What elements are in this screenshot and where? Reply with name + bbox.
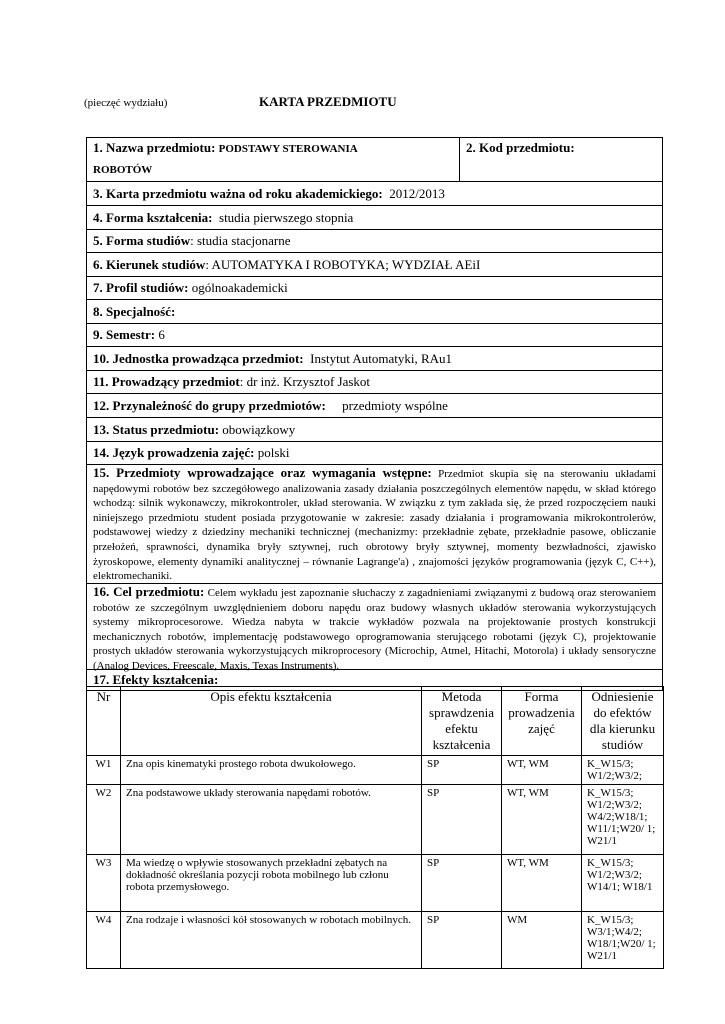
outcome-description: Zna podstawowe układy sterowania napędami robotów. <box>121 785 422 855</box>
outcome-description: Ma wiedzę o wpływie stosowanych przekładni zębatych na dokładność określania pozycji robota mobilnego lub członu robota przemysłowego. <box>121 855 422 912</box>
outcome-form: WM <box>502 912 582 969</box>
faculty-stamp-placeholder: (pieczęć wydziału) <box>84 97 168 109</box>
outcome-reference: K_W15/3; W1/2;W3/2; <box>582 756 664 785</box>
field-row-14 <box>86 442 663 465</box>
valid-from-label: 3. Karta przedmiotu ważna od roku akademickiego: <box>93 185 383 201</box>
outcome-nr: W4 <box>87 912 121 969</box>
outcome-method: SP <box>422 785 502 855</box>
outcome-method: SP <box>422 855 502 912</box>
course-name-value-1: PODSTAWY STEROWANIA <box>218 143 358 155</box>
field-row-4 <box>86 206 663 230</box>
outcome-method: SP <box>422 756 502 785</box>
language-value: polski <box>257 445 290 460</box>
field-row-12 <box>86 394 663 418</box>
lecturer-value: : dr inż. Krzysztof Jaskot <box>239 374 371 389</box>
header-reference: Odniesienie do efektów dla kierunku studiów <box>582 687 664 756</box>
field-row-10 <box>86 347 663 371</box>
course-group-label: 12. Przynależność do grupy przedmiotów: <box>93 397 326 413</box>
field-row-3 <box>86 182 663 206</box>
outcome-reference: K_W15/3; W3/1;W4/2; W18/1;W20/ 1; W21/1 <box>582 912 664 969</box>
course-group-value: przedmioty wspólne <box>342 397 448 413</box>
outcome-form: WT, WM <box>502 756 582 785</box>
outcome-form: WT, WM <box>502 785 582 855</box>
outcome-reference: K_W15/3; W1/2;W3/2; W4/2;W18/1; W11/1;W20/ 1; W21/1 <box>582 785 664 855</box>
course-code-label: 2. Kod przedmiotu: <box>466 140 575 155</box>
lecturer-label: 11. Prowadzący przedmiot <box>93 374 240 389</box>
document-title: KARTA PRZEDMIOTU <box>259 94 397 109</box>
course-card-form <box>86 137 663 691</box>
table-row <box>87 756 664 785</box>
prerequisites-text: Przedmiot skupia się na sterowaniu układami napędowymi robotów bez szczegółowego analizowania zasady działania poszczególnych elementów napędu, w skład którego wchodzą: silnik wykonawczy, mikrokontroler, układ sterowania. W związku z tym zakłada się, że przed rozpoczęciem nauki niniejszego przedmiotu student posiada przygotowanie w zakresie: zasady działania i programowania mikrokontrolerów, podstawowej wiedzy z dziedziny mechaniki technicznej (mechanizmy: przekładnie zębate, przekładnie pasowe, obliczanie przełożeń, sprawności, dynamika bryły sztywnej, ruch obrotowy bryły sztywnej, momenty bezwładności, zjawisko żyroskopowe, elementy dynamiki analitycznej – równanie Lagrange'a) , znajomości języków programowania (język C, C++), elektromechaniki. <box>93 468 656 583</box>
course-goal-label: 16. Cel przedmiotu: <box>93 584 205 599</box>
outcome-method: SP <box>422 912 502 969</box>
outcome-reference: K_W15/3; W1/2;W3/2; W14/1; W18/1 <box>582 855 664 912</box>
outcome-nr: W3 <box>87 855 121 912</box>
education-form-label: 4. Forma kształcenia: <box>93 209 213 225</box>
table-row <box>87 785 664 855</box>
field-row-16 <box>86 584 663 670</box>
field-row-6 <box>86 253 663 277</box>
field-row-7 <box>86 277 663 300</box>
study-profile-label: 7. Profil studiów: <box>93 280 189 295</box>
prerequisites-label: 15. Przedmioty wprowadzające oraz wymagania wstępne: <box>93 465 432 480</box>
outcome-description: Zna rodzaje i własności kół stosowanych w robotach mobilnych. <box>121 912 422 969</box>
field-row-15 <box>86 465 663 584</box>
course-goal-text: Celem wykładu jest zapoznanie słuchaczy z zagadnieniami związanymi z budową oraz sterowaniem robotów ze szczególnym uwzględnieniem doboru napędu oraz budowy własnych układów sterowania wykorzystujących systemy mikroprocesorowe. Wiedza nabyta w trakcie wykładów pozwala na projektowanie prostych konstrukcji mechanicznych robotów, implementację podstawowego oprogramowania sterującego robotami (język C), projektowanie prostych układów sterowania wykorzystujących mikroprocesory (Microchip, Atmel, Hitachi, Motorola) i układy sensoryczne (Analog Devices, Freescale, Maxis, Texas Instruments). <box>93 587 657 672</box>
outcome-description: Zna opis kinematyki prostego robota dwukołowego. <box>121 756 422 785</box>
outcome-nr: W1 <box>87 756 121 785</box>
field-row-1-2 <box>86 137 663 182</box>
valid-from-value: 2012/2013 <box>389 185 445 201</box>
header-description: Opis efektu kształcenia <box>121 687 422 756</box>
language-label: 14. Język prowadzenia zajęć: <box>93 445 255 460</box>
field-of-study-value: : AUTOMATYKA I ROBOTYKA; WYDZIAŁ AEiI <box>205 256 481 272</box>
course-status-value: obowiązkowy <box>222 421 296 437</box>
semester-value: 6 <box>158 327 165 342</box>
education-form-value: studia pierwszego stopnia <box>219 209 354 225</box>
course-code-cell <box>460 138 662 181</box>
learning-outcomes-label: 17. Efekty kształcenia: <box>93 672 219 687</box>
specialty-label: 8. Specjalność: <box>93 303 176 319</box>
study-profile-value: ogólnoakademicki <box>191 280 288 295</box>
table-row <box>87 855 664 912</box>
course-name-value-2: ROBOTÓW <box>93 164 153 176</box>
course-name-cell <box>87 138 460 181</box>
header-nr: Nr <box>87 687 121 756</box>
semester-label: 9. Semestr: <box>93 327 156 342</box>
learning-outcomes-table <box>86 686 664 969</box>
study-form-value: : studia stacjonarne <box>190 233 291 248</box>
course-name-label: 1. Nazwa przedmiotu: <box>93 140 216 155</box>
unit-label: 10. Jednostka prowadząca przedmiot: <box>93 350 304 366</box>
table-header-row <box>87 687 664 756</box>
table-row <box>87 912 664 969</box>
course-status-label: 13. Status przedmiotu: <box>93 421 220 437</box>
study-form-label: 5. Forma studiów <box>93 233 191 248</box>
field-row-5 <box>86 230 663 253</box>
field-row-9 <box>86 324 663 347</box>
unit-value: Instytut Automatyki, RAu1 <box>310 350 453 366</box>
header-method: Metoda sprawdzenia efektu kształcenia <box>422 687 502 756</box>
field-of-study-label: 6. Kierunek studiów <box>93 256 206 272</box>
field-row-13 <box>86 418 663 442</box>
outcome-nr: W2 <box>87 785 121 855</box>
field-row-11 <box>86 371 663 394</box>
outcome-form: WT, WM <box>502 855 582 912</box>
header-form: Forma prowadzenia zajęć <box>502 687 582 756</box>
field-row-8 <box>86 300 663 324</box>
